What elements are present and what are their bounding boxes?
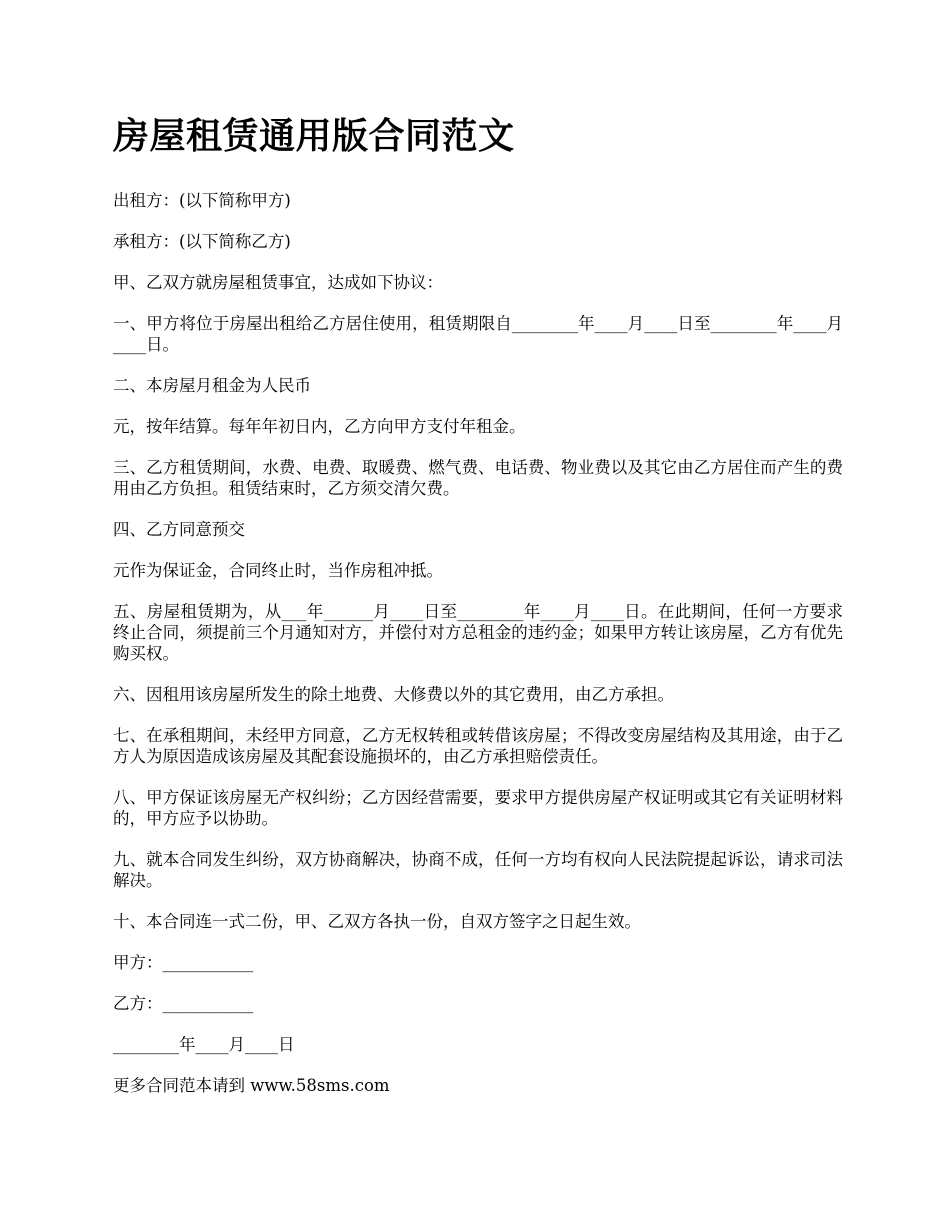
footer-note: 更多合同范本请到 www.58sms.com xyxy=(113,1076,390,1095)
clause-9: 九、就本合同发生纠纷，双方协商解决，协商不成，任何一方均有权向人民法院提起诉讼，请求司法解决。 xyxy=(113,850,843,890)
clause-1: 一、甲方将位于房屋出租给乙方居住使用，租赁期限自________年____月____日至________年____月____日。 xyxy=(113,314,843,354)
clause-2: 二、本房屋月租金为人民币 xyxy=(113,376,311,395)
clause-10: 十、本合同连一式二份，甲、乙双方各执一份，自双方签字之日起生效。 xyxy=(113,912,641,931)
document-page xyxy=(113,108,843,1116)
party-b-line: 承租方：(以下简称乙方) xyxy=(113,232,291,251)
document-title: 房屋租赁通用版合同范文 xyxy=(113,115,515,157)
signature-party-b: 乙方：___________ xyxy=(113,994,254,1013)
clause-4-continued: 元作为保证金，合同终止时，当作房租冲抵。 xyxy=(113,561,443,580)
clause-5: 五、房屋租赁期为，从___年______月____日至________年____月____日。在此期间，任何一方要求终止合同，须提前三个月通知对方，并偿付对方总租金的违约金；如果甲方转让该房屋，乙方有优先购买权。 xyxy=(113,602,843,663)
party-a-line: 出租方：(以下简称甲方) xyxy=(113,191,291,210)
clause-6: 六、因租用该房屋所发生的除土地费、大修费以外的其它费用，由乙方承担。 xyxy=(113,685,674,704)
signature-date: ________年____月____日 xyxy=(113,1035,295,1054)
agreement-intro: 甲、乙双方就房屋租赁事宜，达成如下协议： xyxy=(113,273,443,292)
clause-2-continued: 元，按年结算。每年年初日内，乙方向甲方支付年租金。 xyxy=(113,417,526,436)
clause-4: 四、乙方同意预交 xyxy=(113,520,245,539)
clause-3: 三、乙方租赁期间，水费、电费、取暖费、燃气费、电话费、物业费以及其它由乙方居住而产生的费用由乙方负担。租赁结束时，乙方须交清欠费。 xyxy=(113,458,843,498)
clause-7: 七、在承租期间，未经甲方同意，乙方无权转租或转借该房屋；不得改变房屋结构及其用途，由于乙方人为原因造成该房屋及其配套设施损坏的，由乙方承担赔偿责任。 xyxy=(113,726,843,766)
clause-8: 八、甲方保证该房屋无产权纠纷；乙方因经营需要，要求甲方提供房屋产权证明或其它有关证明材料的，甲方应予以协助。 xyxy=(113,788,843,828)
signature-party-a: 甲方：___________ xyxy=(113,953,254,972)
